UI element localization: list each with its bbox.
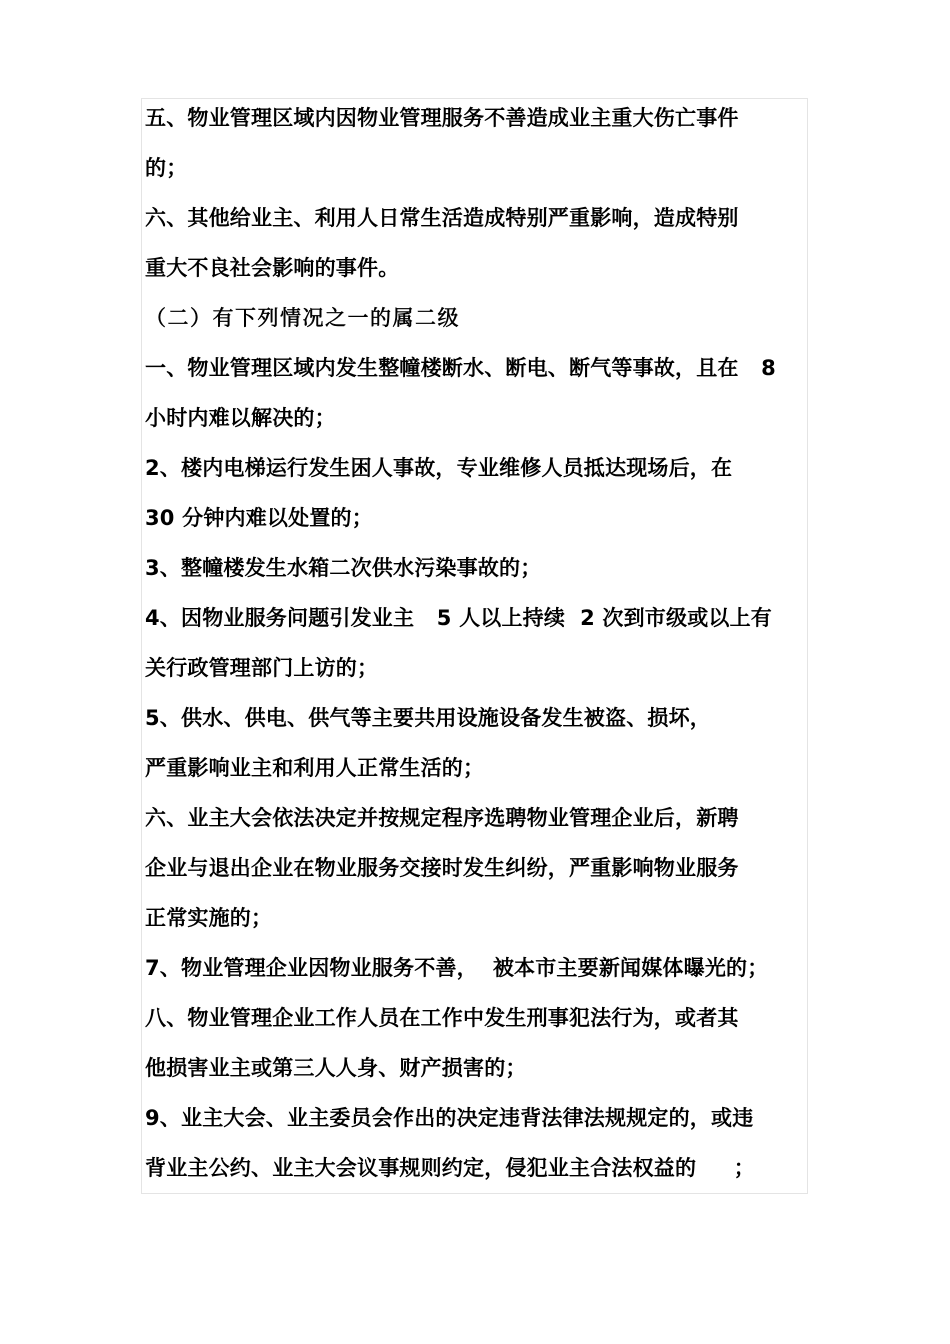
section-heading: （二）有下列情况之一的属二级 [145,306,460,330]
text-line: 企业与退出企业在物业服务交接时发生纠纷，严重影响物业服务 [145,856,739,880]
text-line: 7、物业管理企业因物业服务不善， 被本市主要新闻媒体曝光的； [145,956,769,980]
text-line: 五、物业管理区域内因物业管理服务不善造成业主重大伤亡事件 [145,106,739,130]
text-line: 3、整幢楼发生水箱二次供水污染事故的； [145,556,542,580]
text-line: 小时内难以解决的； [145,406,336,430]
text-line: 他损害业主或第三人人身、财产损害的； [145,1056,527,1080]
text-line: 的； [145,156,188,180]
text-line: 5、供水、供电、供气等主要共用设施设备发生被盗、损坏， [145,706,712,730]
document-body [145,98,810,1198]
text-line: 六、其他给业主、利用人日常生活造成特别严重影响，造成特别 [145,206,739,230]
text-line: 2、楼内电梯运行发生困人事故，专业维修人员抵达现场后，在 [145,456,733,480]
text-line: 一、物业管理区域内发生整幢楼断水、断电、断气等事故，且在 8 [145,356,776,380]
text-line: 重大不良社会影响的事件。 [145,256,400,280]
text-line: 30 分钟内难以处置的； [145,506,373,530]
text-line: 背业主公约、业主大会议事规则约定，侵犯业主合法权益的 ； [145,1156,755,1180]
text-line: 正常实施的； [145,906,273,930]
text-line: 9、业主大会、业主委员会作出的决定违背法律法规规定的，或违 [145,1106,754,1130]
text-line: 六、业主大会依法决定并按规定程序选聘物业管理企业后，新聘 [145,806,739,830]
text-line: 八、物业管理企业工作人员在工作中发生刑事犯法行为，或者其 [145,1006,739,1030]
text-line: 4、因物业服务问题引发业主 5 人以上持续 2 次到市级或以上有 [145,606,773,630]
text-line: 严重影响业主和利用人正常生活的； [145,756,485,780]
text-line: 关行政管理部门上访的； [145,656,379,680]
